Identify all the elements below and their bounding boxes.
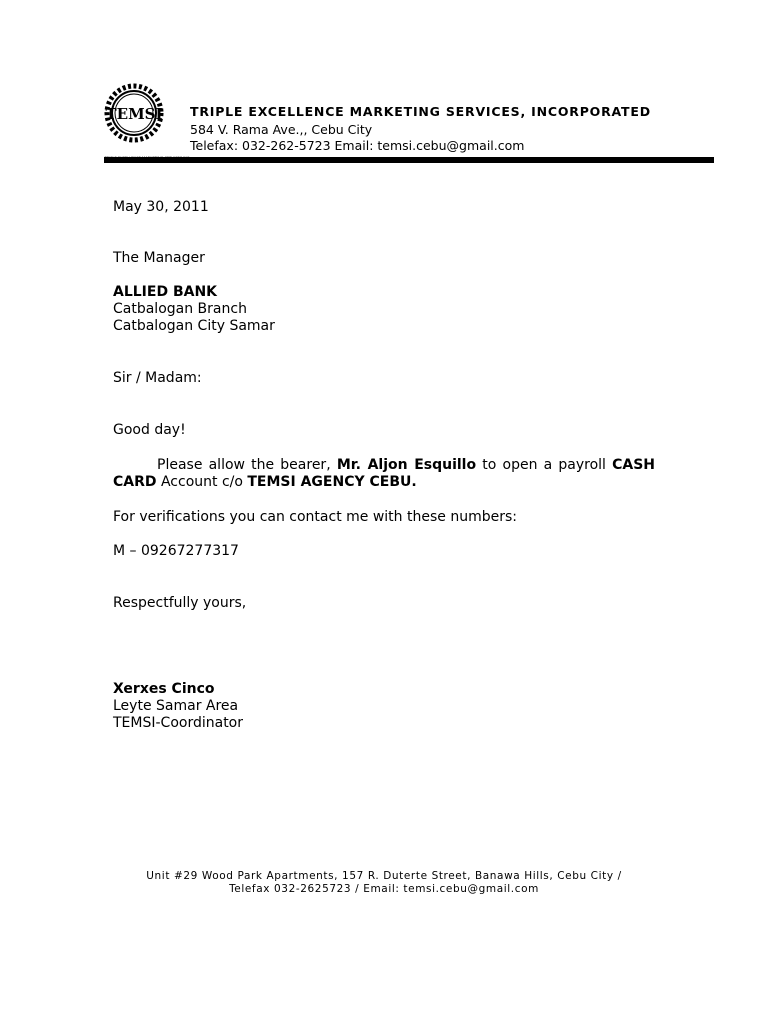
body-text-1: Please allow the bearer, [157, 457, 337, 473]
letter-date: May 30, 2011 [113, 199, 209, 215]
signatory-title: TEMSI-Coordinator [113, 715, 243, 731]
account-type: CASH CARD [113, 457, 656, 490]
closing: Respectfully yours, [113, 595, 247, 611]
recipient-bank: ALLIED BANK [113, 284, 218, 300]
gear-logo-icon [104, 77, 190, 161]
agency-name: TEMSI AGENCY CEBU. [247, 474, 417, 490]
logo-text: TEMSI [105, 105, 163, 123]
company-address: 584 V. Rama Ave.,, Cebu City [190, 122, 373, 137]
greeting: Good day! [113, 422, 186, 438]
header-rule [104, 157, 714, 163]
company-contact: Telefax: 032-262-5723 Email: temsi.cebu@gmail.com [190, 138, 525, 153]
verification-text: For verifications you can contact me with these numbers: [113, 509, 517, 525]
contact-number: M – 09267277317 [113, 543, 239, 559]
company-logo [104, 77, 190, 161]
recipient-title: The Manager [113, 250, 205, 266]
salutation: Sir / Madam: [113, 370, 202, 386]
footer-address: Unit #29 Wood Park Apartments, 157 R. Duterte Street, Banawa Hills, Cebu City / [146, 870, 622, 882]
footer-contact: Telefax 032-2625723 / Email: temsi.cebu@gmail.com [229, 883, 539, 895]
signatory-name: Xerxes Cinco [113, 681, 215, 697]
company-name: TRIPLE EXCELLENCE MARKETING SERVICES, INCORPORATED [190, 104, 651, 119]
recipient-city: Catbalogan City Samar [113, 318, 275, 334]
body-text-2: to open a payroll [476, 457, 613, 473]
recipient-branch: Catbalogan Branch [113, 301, 247, 317]
body-paragraph [113, 457, 655, 491]
body-text-3: Account c/o [156, 474, 248, 490]
signatory-area: Leyte Samar Area [113, 698, 239, 714]
bearer-name: Mr. Aljon Esquillo [336, 457, 477, 473]
